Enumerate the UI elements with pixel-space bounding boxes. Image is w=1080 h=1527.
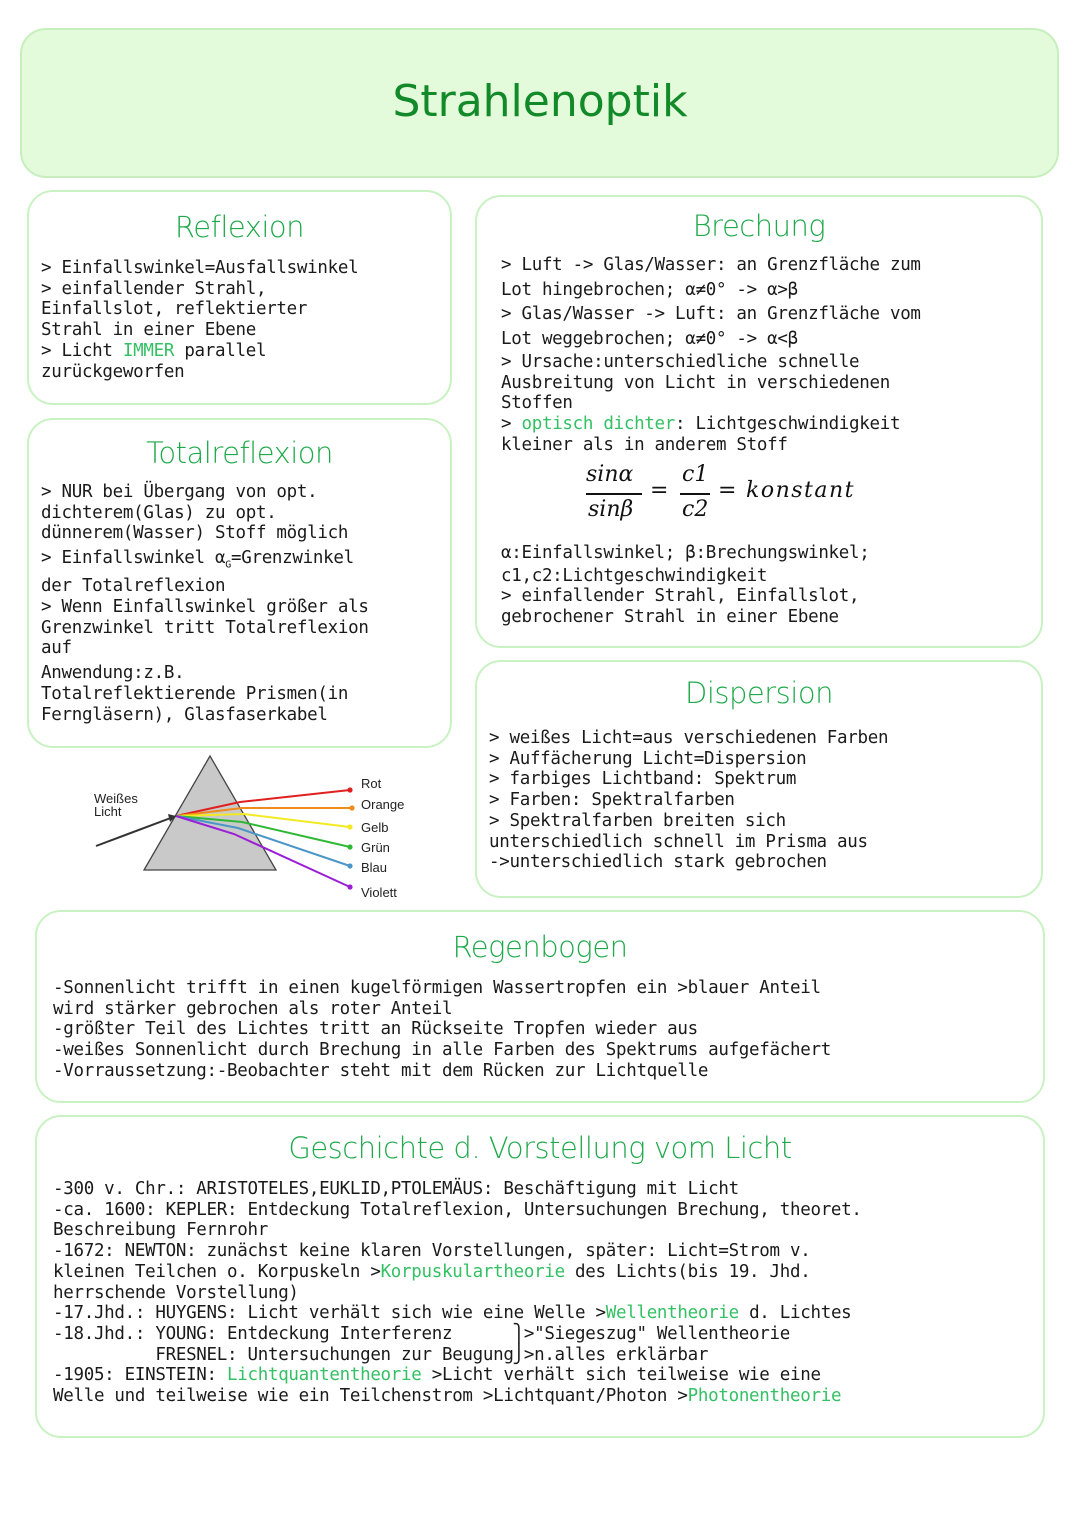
dispersion-line: ->unterschiedlich stark gebrochen <box>489 852 827 873</box>
highlight-korpuskulartheorie: Korpuskulartheorie <box>380 1261 565 1282</box>
regenbogen-line: -größter Teil des Lichtes tritt an Rückseite Tropfen wieder aus <box>53 1019 698 1040</box>
formula-equals: = <box>650 478 669 503</box>
brechung-line: > Ursache:unterschiedliche schnelle <box>501 351 860 372</box>
geschichte-line: -1672: NEWTON: zunächst keine klaren Vorstellungen, später: Licht=Strom v. <box>53 1241 811 1262</box>
formula-equals-2: = <box>718 478 737 503</box>
highlight-lichtquantentheorie: Lichtquantentheorie <box>227 1365 422 1386</box>
totalreflexion-heading: Totalreflexion <box>146 436 333 470</box>
brechung-line: Lot weggebrochen; α≠0° -> α<β <box>501 329 798 350</box>
reflexion-line: zurückgeworfen <box>41 361 185 382</box>
ray-arrow-icon <box>347 787 352 792</box>
reflexion-card <box>27 190 452 405</box>
reflexion-line: parallel <box>174 340 267 361</box>
formula-constant: konstant <box>746 478 856 503</box>
brechung-line: Lot hingebrochen; α≠0° -> α>β <box>501 279 798 300</box>
totalreflexion-line: Ferngläsern), Glasfaserkabel <box>41 704 328 725</box>
brechung-line: kleiner als in anderem Stoff <box>501 434 788 455</box>
brechung-line: > <box>501 413 522 434</box>
totalreflexion-line: > NUR bei Übergang von opt. <box>41 482 318 502</box>
spectrum-label: Grün <box>361 840 390 855</box>
geschichte-line: -300 v. Chr.: ARISTOTELES,EUKLID,PTOLEMÄUS: Beschäftigung mit Licht <box>53 1179 739 1199</box>
ray-arrow-icon <box>347 884 352 889</box>
geschichte-line: kleinen Teilchen o. Korpuskeln > <box>53 1261 381 1282</box>
brechung-heading: Brechung <box>692 209 826 243</box>
regenbogen-line: wird stärker gebrochen als roter Anteil <box>53 998 453 1019</box>
geschichte-text <box>53 1179 862 1407</box>
regenbogen-card <box>35 910 1045 1103</box>
formula-numerator-2: c1 <box>682 462 709 487</box>
brechung-text-2 <box>501 543 870 628</box>
regenbogen-heading: Regenbogen <box>452 930 628 964</box>
formula-denominator: sinβ <box>588 497 634 522</box>
geschichte-line: des Lichts(bis 19. Jhd. <box>564 1261 811 1282</box>
reflexion-text <box>41 258 358 382</box>
geschichte-line: herrschende Vorstellung) <box>53 1282 299 1303</box>
page-title: Strahlenoptik <box>392 76 688 127</box>
reflexion-line: > einfallender Strahl, <box>41 278 267 299</box>
ray-arrow-icon <box>347 824 352 829</box>
brechung-line: > einfallender Strahl, Einfallslot, <box>501 586 860 607</box>
geschichte-line: d. Lichtes <box>738 1303 852 1324</box>
geschichte-line: FRESNEL: Untersuchungen zur Beugung⎭>n.alles erklärbar <box>53 1344 709 1365</box>
spectrum-label: Gelb <box>361 820 389 835</box>
totalreflexion-line: > Wenn Einfallswinkel größer als <box>41 597 369 618</box>
spectrum-label: Blau <box>361 860 388 875</box>
formula-numerator: sinα <box>586 462 634 487</box>
regenbogen-text <box>53 978 831 1082</box>
dispersion-line: > weißes Licht=aus verschiedenen Farben <box>489 728 889 748</box>
spectrum-label: Rot <box>361 776 382 791</box>
brechung-line: gebrochener Strahl in einer Ebene <box>501 607 839 628</box>
totalreflexion-line: Grenzwinkel tritt Totalreflexion <box>41 617 369 638</box>
geschichte-heading: Geschichte d. Vorstellung vom Licht <box>288 1131 792 1165</box>
ray-arrow-icon <box>349 805 354 810</box>
brechung-line: > Luft -> Glas/Wasser: an Grenzfläche zum <box>501 255 921 275</box>
brechung-text <box>501 255 921 455</box>
dispersion-line: > Farben: Spektralfarben <box>489 790 735 811</box>
highlight-immer: IMMER <box>122 340 175 361</box>
totalreflexion-line: dichterem(Glas) zu opt. <box>41 502 277 523</box>
reflexion-line: Strahl in einer Ebene <box>41 320 256 341</box>
geschichte-line: -18.Jhd.: YOUNG: Entdeckung Interferenz ⎫>"Siegeszug" Wellentheorie <box>53 1323 790 1344</box>
totalreflexion-card <box>27 418 452 748</box>
highlight-wellentheorie: Wellentheorie <box>605 1303 739 1324</box>
totalreflexion-line: der Totalreflexion <box>41 576 226 597</box>
geschichte-line: -ca. 1600: KEPLER: Entdeckung Totalreflexion, Untersuchungen Brechung, theoret. <box>53 1199 862 1220</box>
reflexion-line: > Einfallswinkel=Ausfallswinkel <box>41 258 359 278</box>
reflexion-heading: Reflexion <box>174 210 305 244</box>
spectrum-label: Orange <box>361 797 405 812</box>
regenbogen-line: -Sonnenlicht trifft in einen kugelförmigen Wassertropfen ein >blauer Anteil <box>53 978 821 998</box>
totalreflexion-line-part: =Grenzwinkel <box>230 548 354 569</box>
reflexion-line: > Licht <box>41 340 123 361</box>
dispersion-text <box>489 728 888 873</box>
formula-denominator-2: c2 <box>682 497 709 522</box>
geschichte-line: Beschreibung Fernrohr <box>53 1220 268 1241</box>
totalreflexion-line: Totalreflektierende Prismen(in <box>41 683 349 704</box>
totalreflexion-text <box>41 482 369 725</box>
totalreflexion-line-part: > Einfallswinkel α <box>41 548 226 569</box>
ray-arrow-icon <box>347 844 352 849</box>
highlight-photonentheorie: Photonentheorie <box>687 1386 842 1407</box>
dispersion-line: unterschiedlich schnell im Prisma aus <box>489 831 868 852</box>
dispersion-line: > farbiges Lichtband: Spektrum <box>489 769 797 790</box>
brechung-line: > Glas/Wasser -> Luft: an Grenzfläche vom <box>501 304 921 325</box>
dispersion-line: > Spektralfarben breiten sich <box>489 810 786 831</box>
dispersion-heading: Dispersion <box>685 676 833 710</box>
geschichte-card <box>35 1115 1045 1438</box>
prism-triangle <box>144 756 276 870</box>
highlight-optisch-dichter: optisch dichter <box>521 413 676 434</box>
totalreflexion-line: auf <box>41 638 72 659</box>
fraction-bar <box>586 493 642 495</box>
totalreflexion-line: dünnerem(Wasser) Stoff möglich <box>41 523 349 544</box>
fraction-bar-2 <box>680 493 710 495</box>
geschichte-line: Welle und teilweise wie ein Teilchenstrom >Lichtquant/Photon > <box>53 1386 688 1407</box>
white-light-label-line: Weißes <box>94 791 138 806</box>
ray-arrow-icon <box>347 863 352 868</box>
dispersion-card <box>475 660 1043 898</box>
totalreflexion-line <box>41 548 354 576</box>
brechung-line: : Lichtgeschwindigkeit <box>675 413 901 434</box>
reflexion-line: Einfallslot, reflektierter <box>41 299 308 320</box>
spectrum-label: Violett <box>361 885 397 900</box>
geschichte-line: -17.Jhd.: HUYGENS: Licht verhält sich wie eine Welle > <box>53 1303 606 1324</box>
white-light-label-line: Licht <box>94 804 122 819</box>
regenbogen-line: -weißes Sonnenlicht durch Brechung in alle Farben des Spektrums aufgefächert <box>53 1040 831 1061</box>
brechung-line: α:Einfallswinkel; β:Brechungswinkel; <box>501 543 870 563</box>
brechung-line: Ausbreitung von Licht in verschiedenen <box>501 372 890 393</box>
totalreflexion-line: Anwendung:z.B. <box>41 663 185 684</box>
geschichte-line: >Licht verhält sich teilweise wie eine <box>421 1365 821 1386</box>
brechung-line: Stoffen <box>501 393 573 414</box>
dispersion-line: > Auffächerung Licht=Dispersion <box>489 748 807 769</box>
subscript-g: G <box>225 559 231 571</box>
brechung-line: c1,c2:Lichtgeschwindigkeit <box>501 565 768 586</box>
geschichte-line: -1905: EINSTEIN: <box>53 1365 228 1386</box>
white-light-label <box>94 792 138 818</box>
regenbogen-line: -Vorraussetzung:-Beobachter steht mit dem Rücken zur Lichtquelle <box>53 1060 709 1081</box>
brechung-card <box>475 195 1043 648</box>
